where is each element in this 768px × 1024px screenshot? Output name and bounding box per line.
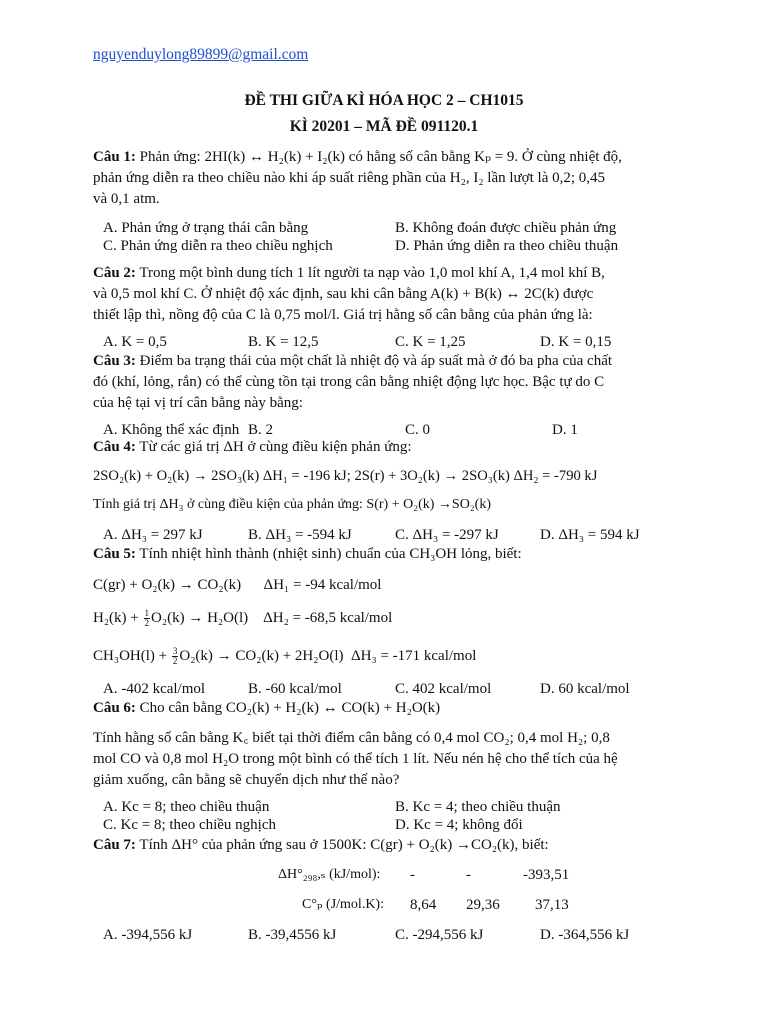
exam-subtitle: KÌ 20201 – MÃ ĐỀ 091120.1: [289, 118, 479, 135]
question-2-line-1: [93, 264, 605, 282]
question-5-option-b: B. -60 kcal/mol: [248, 681, 342, 697]
question-4-text: Từ các giá trị ΔH ở cùng điều kiện phản ứng:: [135, 439, 412, 455]
question-3-label: Câu 3:: [93, 353, 136, 369]
question-2-option-c: C. K = 1,25: [395, 334, 466, 350]
question-6-line-1: [93, 699, 440, 717]
question-1-option-c: C. Phản ứng diễn ra theo chiều nghịch: [103, 238, 333, 254]
question-3-option-b: B. 2: [248, 422, 274, 438]
question-3-text: Điểm ba trạng thái của một chất là nhiệt độ và áp suất mà ở đó ba pha của chất: [135, 353, 613, 369]
table-cell-cp-c: 8,64: [410, 897, 437, 913]
question-3-option-a: A. Không thể xác định: [103, 422, 240, 438]
question-6-line-3: mol CO và 0,8 mol H₂O trong một bình có thể tích 1 lít. Nếu nén hệ cho thể tích của hệ: [93, 751, 618, 767]
question-1-line-3: và 0,1 atm.: [93, 191, 160, 207]
question-5-option-a: A. -402 kcal/mol: [103, 681, 206, 697]
question-5-equation-1: C(gr) + O₂(k) → CO₂(k) ΔH₁ = -94 kcal/mol: [93, 577, 382, 593]
fraction-denominator: 2: [172, 656, 178, 667]
question-1-label: Câu 1:: [93, 149, 136, 165]
question-1-line-1: [93, 148, 622, 166]
equation-2-rhs: O₂(k) → H₂O(l) ΔH₂ = -68,5 kcal/mol: [151, 610, 393, 626]
question-6-text: Cho cân bằng CO₂(k) + H₂(k) ↔ CO(k) + H₂O(k): [135, 700, 441, 716]
question-4-line-3: Tính giá trị ΔH₃ ở cùng điều kiện của phản ứng: S(r) + O₂(k) →SO₂(k): [93, 497, 492, 512]
fraction-denominator: 2: [144, 618, 150, 629]
question-7-line-1: [93, 836, 549, 854]
fraction-numerator: 3: [172, 646, 178, 657]
equation-2-lhs: H₂(k) +: [93, 610, 143, 626]
table-cell-enthalpy-o2: -: [466, 867, 471, 883]
question-2-label: Câu 2:: [93, 265, 136, 281]
question-4-equations: 2SO₂(k) + O₂(k) → 2SO₃(k) ΔH₁ = -196 kJ; 2S(r) + 3O₂(k) → 2SO₃(k) ΔH₂ = -790 kJ: [93, 468, 598, 484]
question-1-line-2: phản ứng diễn ra theo chiều nào khi áp suất riêng phần của H₂, I₂ lần lượt là 0,2; 0,45: [93, 170, 606, 186]
question-3-line-3: của hệ tại vị trí cân bằng này bằng:: [93, 395, 303, 411]
question-4-option-d: D. ΔH₃ = 594 kJ: [540, 527, 640, 543]
equation-3-lhs: CH₃OH(l) +: [93, 648, 171, 664]
question-4-label: Câu 4:: [93, 439, 136, 455]
question-1-option-a: A. Phản ứng ở trạng thái cân bằng: [103, 220, 309, 236]
question-6-line-2: Tính hằng số cân bằng K꜀ biết tại thời điểm cân bằng có 0,4 mol CO₂; 0,4 mol H₂; 0,8: [93, 730, 610, 746]
table-cell-enthalpy-co2: -393,51: [523, 867, 570, 883]
question-2-option-b: B. K = 12,5: [248, 334, 319, 350]
table-cell-cp-co2: 37,13: [535, 897, 569, 913]
question-1-option-d: D. Phản ứng diễn ra theo chiều thuận: [395, 238, 619, 254]
question-5-option-d: D. 60 kcal/mol: [540, 681, 630, 697]
exam-title: ĐỀ THI GIỮA KÌ HÓA HỌC 2 – CH1015: [244, 92, 524, 109]
question-5-line-1: [93, 545, 522, 563]
table-row-heat-capacity-label: C°ₚ (J/mol.K):: [302, 897, 384, 912]
question-2-line-2: và 0,5 mol khí C. Ở nhiệt độ xác định, sau khi cân bằng A(k) + B(k) ↔ 2C(k) được: [93, 286, 594, 302]
question-5-label: Câu 5:: [93, 546, 136, 562]
question-7-label: Câu 7:: [93, 837, 136, 853]
question-3-line-2: đó (khí, lỏng, rắn) có thể cùng tồn tại trong cân bằng nhiệt động lực học. Bậc tự do C: [93, 374, 605, 390]
question-5-text: Tính nhiệt hình thành (nhiệt sinh) chuẩn của CH₃OH lỏng, biết:: [135, 546, 522, 562]
question-2-line-3: thiết lập thì, nồng độ của C là 0,75 mol/l. Giá trị hằng số cân bằng của phản ứng là:: [93, 307, 593, 323]
table-row-enthalpy-label: ΔH°₂₉₈,ₛ (kJ/mol):: [278, 867, 381, 882]
question-6-option-d: D. Kc = 4; không đổi: [395, 817, 523, 833]
question-6-label: Câu 6:: [93, 700, 136, 716]
fraction-numerator: 1: [144, 608, 150, 619]
question-5-equation-2: [93, 609, 392, 628]
question-3-line-1: [93, 352, 612, 370]
question-7-option-b: B. -39,4556 kJ: [248, 927, 337, 943]
fraction-half: [144, 609, 151, 628]
question-7-text: Tính ΔH° của phản ứng sau ở 1500K: C(gr) + O₂(k) →CO₂(k), biết:: [135, 837, 549, 853]
question-2-text: Trong một bình dung tích 1 lít người ta nạp vào 1,0 mol khí A, 1,4 mol khí B,: [135, 265, 605, 281]
equation-3-rhs: O₂(k) → CO₂(k) + 2H₂O(l) ΔH₃ = -171 kcal/mol: [179, 648, 477, 664]
author-email-link[interactable]: nguyenduylong89899@gmail.com: [93, 46, 309, 63]
question-2-option-d: D. K = 0,15: [540, 334, 612, 350]
question-3-option-c: C. 0: [405, 422, 431, 438]
question-6-option-b: B. Kc = 4; theo chiều thuận: [395, 799, 561, 815]
question-5-option-c: C. 402 kcal/mol: [395, 681, 492, 697]
question-5-equation-3: [93, 647, 476, 666]
question-1-option-b: B. Không đoán được chiều phản ứng: [395, 220, 617, 236]
question-4-line-1: [93, 438, 412, 456]
fraction-three-halves: [172, 647, 179, 666]
question-6-option-c: C. Kc = 8; theo chiều nghịch: [103, 817, 277, 833]
question-7-option-a: A. -394,556 kJ: [103, 927, 193, 943]
question-3-option-d: D. 1: [552, 422, 578, 438]
question-1-text: Phản ứng: 2HI(k) ↔ H₂(k) + I₂(k) có hằng số cân bằng Kₚ = 9. Ở cùng nhiệt độ,: [135, 149, 622, 165]
question-7-option-c: C. -294,556 kJ: [395, 927, 484, 943]
table-cell-cp-o2: 29,36: [466, 897, 500, 913]
question-4-option-b: B. ΔH₃ = -594 kJ: [248, 527, 352, 543]
question-6-line-4: giảm xuống, cân bằng sẽ chuyển dịch như thế nào?: [93, 772, 400, 788]
question-7-option-d: D. -364,556 kJ: [540, 927, 630, 943]
question-2-option-a: A. K = 0,5: [103, 334, 167, 350]
question-4-option-c: C. ΔH₃ = -297 kJ: [395, 527, 499, 543]
table-cell-enthalpy-c: -: [410, 867, 415, 883]
question-6-option-a: A. Kc = 8; theo chiều thuận: [103, 799, 270, 815]
question-4-option-a: A. ΔH₃ = 297 kJ: [103, 527, 203, 543]
